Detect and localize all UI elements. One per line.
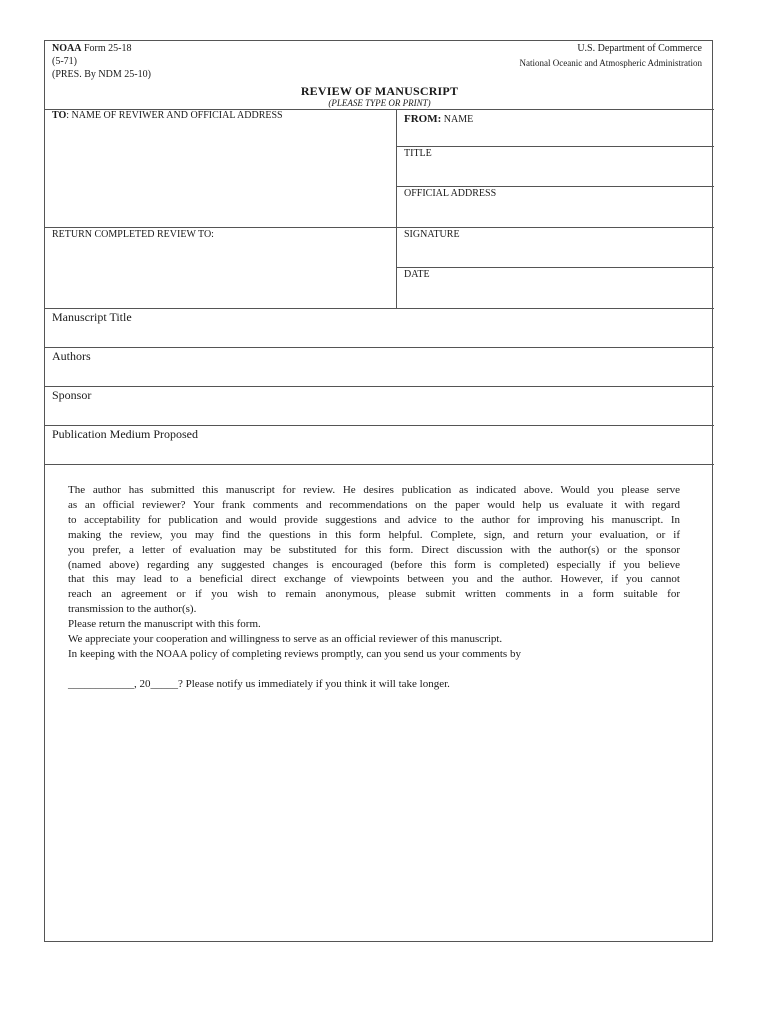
policy-text: In keeping with the NOAA policy of completing reviews promptly, can you send us your comments by xyxy=(68,647,521,660)
signature-field[interactable]: SIGNATURE xyxy=(404,229,460,240)
to-field[interactable] xyxy=(52,110,283,121)
divider xyxy=(45,425,714,426)
from-label-bold: FROM: xyxy=(404,113,442,125)
form-id: Form 25-18 xyxy=(81,43,132,54)
form-agency: NOAA xyxy=(52,43,82,54)
administration-name: National Oceanic and Atmospheric Administration xyxy=(519,58,702,68)
paragraph-line: (named above) regarding any suggested changes is encouraged (before this form is completed) especially if you believe xyxy=(68,558,680,571)
divider xyxy=(45,464,714,465)
to-label: : NAME OF REVIWER AND OFFICIAL ADDRESS xyxy=(66,110,283,121)
divider xyxy=(45,308,714,309)
department-name: U.S. Department of Commerce xyxy=(577,43,702,54)
paragraph-line: making the review, you may find the questions in this form helpful. Complete, sign, and return your evaluation, or if xyxy=(68,528,680,541)
paragraph-line: transmission to the author(s). xyxy=(68,603,197,616)
appreciation-text: We appreciate your cooperation and willingness to serve as an official reviewer of this manuscript. xyxy=(68,633,503,646)
authors-field[interactable]: Authors xyxy=(52,349,91,363)
divider xyxy=(45,386,714,387)
official-address-field[interactable]: OFFICIAL ADDRESS xyxy=(404,188,497,199)
publication-medium-field[interactable]: Publication Medium Proposed xyxy=(52,427,198,441)
paragraph-line: as an official reviewer? Your frank comments and recommendations on the paper would help us evaluate it with regard xyxy=(68,498,680,511)
return-request-text: Please return the manuscript with this form. xyxy=(68,618,261,631)
divider xyxy=(396,186,714,187)
deadline-line[interactable]: ____________, 20_____? Please notify us immediately if you think it will take longer. xyxy=(68,677,450,690)
to-label-bold: TO xyxy=(52,110,67,121)
sponsor-field[interactable]: Sponsor xyxy=(52,388,92,402)
paragraph-line: The author has submitted this manuscript for review. He desires publication as indicated above. Would you please serve xyxy=(68,484,680,496)
divider xyxy=(396,146,714,147)
title-field[interactable]: TITLE xyxy=(404,148,432,159)
from-name-field[interactable] xyxy=(404,113,473,125)
return-to-field[interactable]: RETURN COMPLETED REVIEW TO: xyxy=(52,229,214,240)
form-instruction: (PLEASE TYPE OR PRINT) xyxy=(328,98,431,108)
divider xyxy=(45,227,714,228)
form-number xyxy=(52,43,131,54)
manuscript-title-field[interactable]: Manuscript Title xyxy=(52,310,132,324)
paragraph-line: you prefer, a letter of evaluation may be substituted for this form. Direct discussion with the author(s) or the sponsor xyxy=(68,543,680,556)
divider xyxy=(396,267,714,268)
prescribed-by: (PRES. By NDM 25-10) xyxy=(52,69,151,80)
paragraph-line: that this may lead to a beneficial direct exchange of viewpoints between you and the author. However, if you cannot xyxy=(68,573,680,586)
date-field[interactable]: DATE xyxy=(404,269,430,280)
manuscript-review-form xyxy=(44,40,713,942)
divider xyxy=(45,347,714,348)
column-divider xyxy=(396,109,397,309)
paragraph-line: reach an agreement or if you wish to remain anonymous, please submit written comments in a form suitable for xyxy=(68,588,680,601)
form-title: REVIEW OF MANUSCRIPT xyxy=(300,84,459,98)
paragraph-line: to acceptability for publication and would provide suggestions and advice to the author for improving his manuscript. In xyxy=(68,513,680,526)
instructions-text xyxy=(68,483,680,692)
from-name-label: NAME xyxy=(441,114,474,125)
form-revision: (5-71) xyxy=(52,56,77,67)
